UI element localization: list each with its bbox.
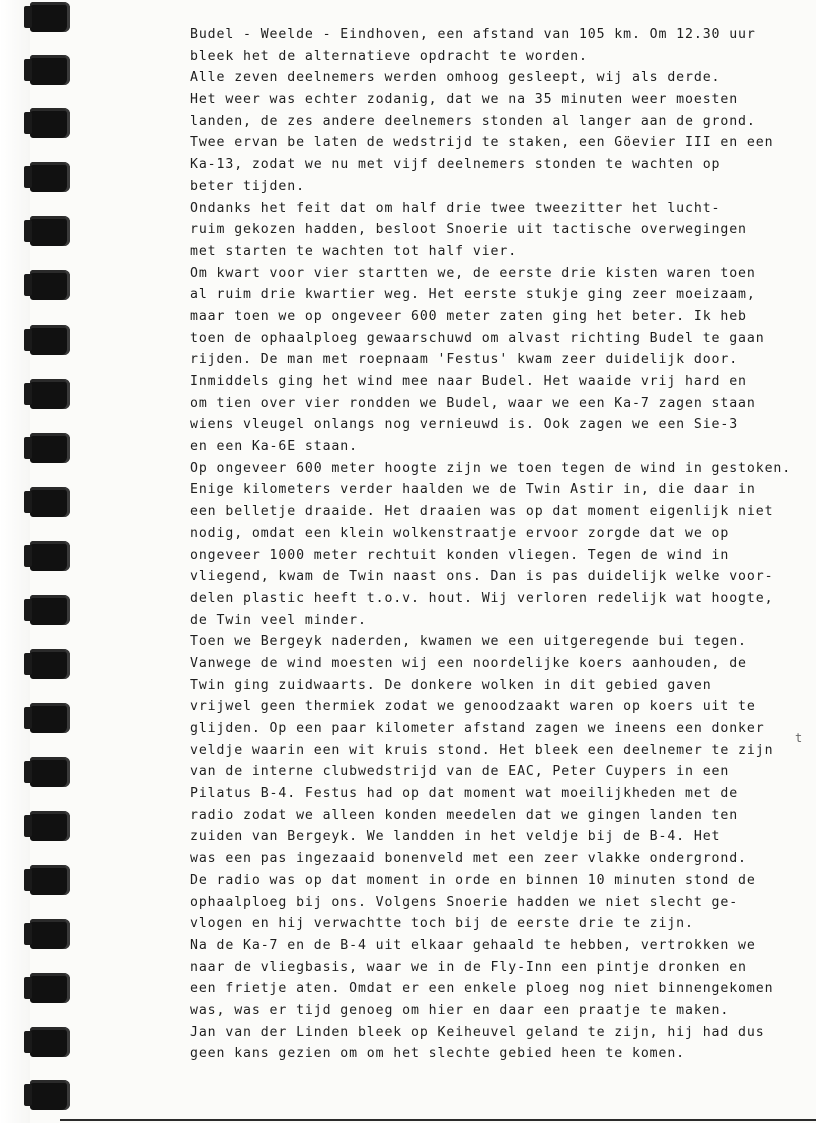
text-line: was, was er tijd genoeg om hier en daar een praatje te maken. (190, 1002, 730, 1018)
text-line: vrijwel geen thermiek zodat we genoodzaakt waren op koers uit te (190, 699, 756, 715)
text-line: Op ongeveer 600 meter hoogte zijn we toen tegen de wind in gestoken. (190, 460, 792, 476)
text-line: Ondanks het feit dat om half drie twee tweezitter het lucht- (190, 200, 721, 216)
text-line: nodig, omdat een klein wolkenstraatje ervoor zorgde dat we op (190, 525, 730, 541)
text-line: delen plastic heeft t.o.v. hout. Wij verloren redelijk wat hoogte, (190, 590, 774, 606)
text-line: van de interne clubwedstrijd van de EAC, Peter Cuypers in een (190, 764, 730, 780)
binding-ring (30, 1027, 70, 1057)
binding-ring (30, 757, 70, 787)
text-line: maar toen we op ongeveer 600 meter zaten ging het beter. Ik heb (190, 308, 747, 324)
text-line: naar de vliegbasis, waar we in de Fly-Inn een pintje dronken en (190, 959, 747, 975)
binding-ring (30, 2, 70, 32)
text-line: geen kans gezien om om het slechte gebied heen te komen. (190, 1046, 686, 1062)
text-line: Enige kilometers verder haalden we de Twin Astir in, die daar in (190, 482, 756, 498)
binding-ring (30, 162, 70, 192)
text-line: Twin ging zuidwaarts. De donkere wolken in dit gebied gaven (190, 677, 712, 693)
text-line: een belletje draaide. Het draaien was op dat moment eigenlijk niet (190, 504, 774, 520)
text-line: Inmiddels ging het wind mee naar Budel. Het waaide vrij hard en (190, 374, 747, 389)
binding-ring (30, 216, 70, 246)
text-line: Vanwege de wind moesten wij een noordelijke koers aanhouden, de (190, 655, 747, 671)
binding-ring (30, 703, 70, 733)
text-line: ophaalploeg bij ons. Volgens Snoerie hadden we niet slecht ge- (190, 894, 739, 910)
text-line: rijden. De man met roepnaam 'Festus' kwam zeer duidelijk door. (190, 352, 739, 368)
page-bottom-edge (60, 1119, 816, 1121)
binding-ring (30, 541, 70, 571)
text-line: met starten te wachten tot half vier. (190, 243, 518, 259)
text-line: glijden. Op een paar kilometer afstand zagen we ineens een donker (190, 721, 765, 736)
text-line: wiens vleugel onlangs nog vernieuwd is. Ook zagen we een Sie-3 (190, 417, 739, 433)
text-line: Na de Ka-7 en de B-4 uit elkaar gehaald te hebben, vertrokken we (190, 937, 756, 953)
text-line: radio zodat we alleen konden meedelen dat we gingen landen ten (190, 807, 739, 823)
text-line: al ruim drie kwartier weg. Het eerste stukje ging zeer moeizaam, (190, 287, 756, 303)
binding-ring (30, 811, 70, 841)
text-line: toen de ophaalploeg gewaarschuwd om alvast richting Budel te gaan (190, 330, 765, 346)
text-line: Ka-13, zodat we nu met vijf deelnemers stonden te wachten op (190, 157, 721, 173)
binding-ring (30, 55, 70, 85)
text-line: Het weer was echter zodanig, dat we na 35 minuten weer moesten (190, 92, 739, 108)
binding-ring (30, 973, 70, 1003)
binding-ring (30, 649, 70, 679)
binding-ring (30, 487, 70, 517)
typed-text-block (190, 24, 790, 1065)
text-line: en een Ka-6E staan. (190, 439, 358, 455)
text-line: een frietje aten. Omdat er een enkele ploeg nog niet binnengekomen (190, 981, 774, 997)
text-line: de Twin veel minder. (190, 612, 367, 628)
text-line: Twee ervan be laten de wedstrijd te staken, een Göevier III en een (190, 135, 774, 151)
text-line: vliegend, kwam de Twin naast ons. Dan is pas duidelijk welke voor- (190, 569, 774, 585)
text-line: Budel - Weelde - Eindhoven, een afstand van 105 km. Om 12.30 uur (190, 27, 756, 42)
text-line: Toen we Bergeyk naderden, kwamen we een uitgeregende bui tegen. (190, 634, 747, 650)
text-line: ruim gekozen hadden, besloot Snoerie uit tactische overwegingen (190, 222, 747, 238)
binding-ring (30, 325, 70, 355)
binding-ring (30, 1080, 70, 1110)
binding-ring (30, 595, 70, 625)
text-line: De radio was op dat moment in orde en binnen 10 minuten stond de (190, 872, 756, 888)
text-line: vlogen en hij verwachtte toch bij de eerste drie te zijn. (190, 916, 694, 932)
binding-ring (30, 919, 70, 949)
binding-ring (30, 108, 70, 138)
binding-ring (30, 433, 70, 463)
text-line: Jan van der Linden bleek op Keiheuvel geland te zijn, hij had dus (190, 1024, 765, 1040)
binding-ring (30, 865, 70, 895)
text-line: Alle zeven deelnemers werden omhoog gesleept, wij als derde. (190, 70, 721, 86)
text-line: landen, de zes andere deelnemers stonden al langer aan de grond. (190, 113, 756, 129)
text-line: om tien over vier rondden we Budel, waar we een Ka-7 zagen staan (190, 395, 756, 411)
text-line: zuiden van Bergeyk. We landden in het veldje bij de B-4. Het (190, 829, 721, 845)
text-line: ongeveer 1000 meter rechtuit konden vliegen. Tegen de wind in (190, 547, 730, 563)
text-line: bleek het de alternatieve opdracht te worden. (190, 48, 588, 64)
binding-ring (30, 270, 70, 300)
text-line: Pilatus B-4. Festus had op dat moment wat moeilijkheden met de (190, 786, 739, 802)
margin-mark: t (795, 731, 803, 745)
binding-ring (30, 379, 70, 409)
text-line: was een pas ingezaaid bonenveld met een zeer vlakke ondergrond. (190, 851, 747, 867)
text-line: beter tijden. (190, 178, 305, 194)
text-line: Om kwart voor vier startten we, de eerste drie kisten waren toen (190, 265, 756, 281)
text-line: veldje waarin een wit kruis stond. Het bleek een deelnemer te zijn (190, 742, 774, 758)
